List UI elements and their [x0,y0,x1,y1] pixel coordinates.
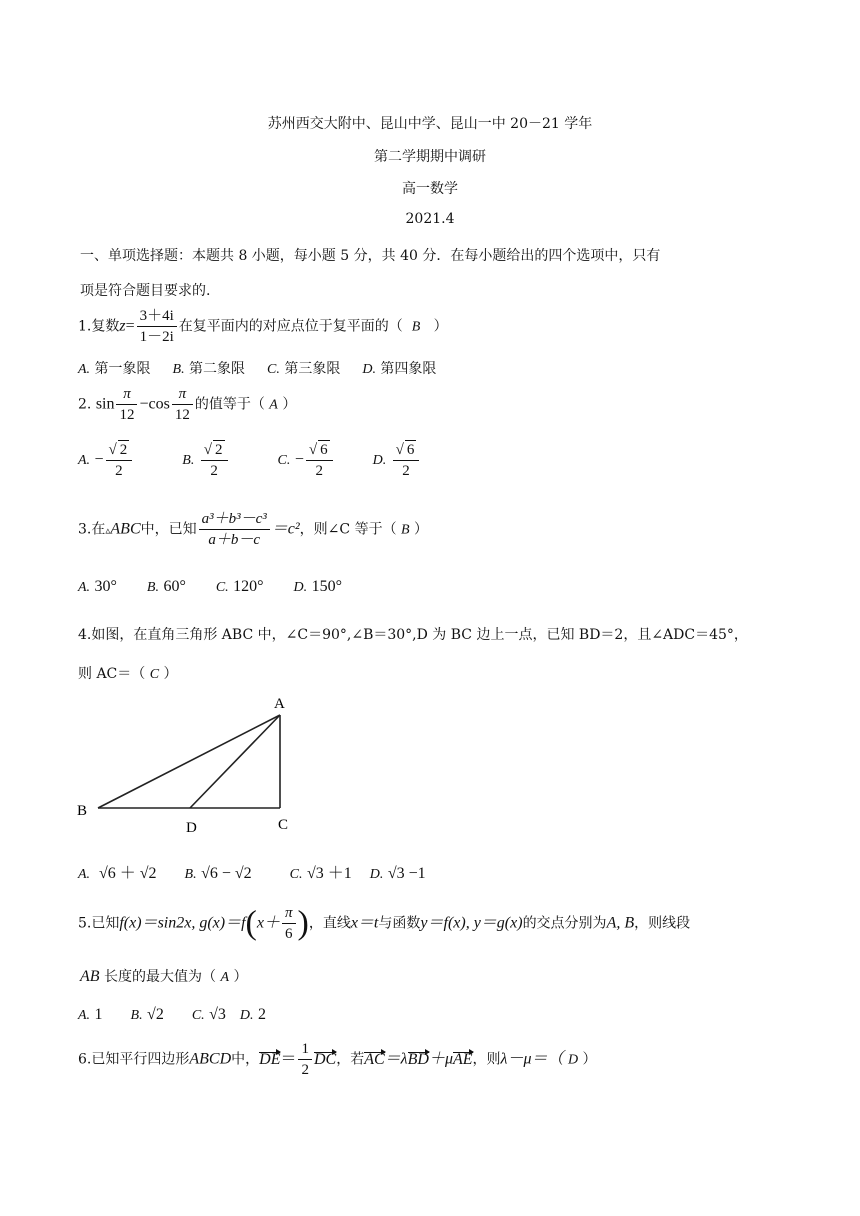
q5-option-c: C. √3 [191,1006,226,1023]
q2-minus: − [139,395,149,413]
q4-option-a: A. √6 ＋ √2 [78,865,157,882]
q3-option-b: B. 60° [146,578,186,595]
q3-fraction: $\frac{\text{a³＋b³－c³}}{a+b-c}$ [199,510,270,549]
vector-ae: AE [452,1050,473,1068]
vector-de: DE [259,1050,281,1068]
segment-ad [190,715,280,808]
q5-answer: A [220,970,230,985]
vector-ac: AC [364,1050,385,1068]
exam-date: 2021.4 [405,211,455,227]
vector-bd: BD [407,1050,429,1068]
question-1-stem [78,307,448,346]
q2-sin: sin [95,395,115,413]
q5-mid3: 的交点分别为 [522,915,607,932]
q1-var: z [119,317,126,335]
q3-close: ） [414,521,429,538]
q5-line-eq: x＝t [350,914,379,932]
q6-abcd: ABCD [189,1050,232,1068]
q6-answer: D [567,1052,579,1068]
q3-answer: B [401,522,410,538]
q5-segment: AB [80,968,100,985]
question-4-stem-line-2 [78,663,178,683]
question-2-options [78,440,443,480]
section-intro-line-2: 项是符合题目要求的. [80,283,211,299]
q2-stem-text: 的值等于（ [194,396,265,413]
q6-close: ） [582,1051,597,1068]
q1-option-b: B. 第二象限 [172,361,246,377]
question-5-options [78,1006,288,1024]
q2-option-d: D. $\frac{√ 6}{2}$ [373,440,422,480]
q5-mid: ，直线 [308,915,351,932]
q2-prefix: 2. [78,396,92,413]
q3-stem-text: ，则∠C 等于（ [299,521,397,538]
title-line-2: 第二学期期中调研 [374,149,486,165]
q3-mid: 中，已知 [140,521,197,538]
question-2-stem [78,385,296,424]
question-5-stem-line-2 [80,966,247,986]
q1-option-d: D. 第四象限 [362,361,437,377]
q4-answer: C [149,667,160,682]
q6-mid: 中， [231,1051,260,1068]
q3-option-a: A. 30° [78,578,117,595]
q1-fraction [137,307,177,346]
q4-option-c: C. √3 ＋1 [289,865,352,882]
q4-option-b: B. √6 − √2 [184,865,252,882]
q2-option-a: A. − $\frac{√ 2}{2}$ [78,440,134,480]
q4-line2-prefix: 则 AC＝（ [78,666,146,682]
q3-prefix: 3.在 [78,521,106,538]
q1-numerator: 3＋4i [137,307,177,327]
q5-points: A, B [606,914,635,932]
triangle-symbol: ▵ [105,525,111,537]
q1-prefix: 1.复数 [78,318,120,335]
q2-answer: A [269,397,278,413]
q6-then: ，则 [472,1051,501,1068]
vertex-label-b: B [77,803,88,819]
q6-lambda-mu: λ－μ＝（ [500,1050,564,1068]
question-6-stem: 6.已知平行四边形ABCD中，DE＝ $\frac{1}{2}$ DC，若AC＝λBD＋μAE，则λ－μ＝（ D ） [78,1041,597,1078]
vertex-label-c: C [278,817,289,833]
q6-if: ，若 [336,1051,365,1068]
q5-funcs: y＝f(x), y＝g(x) [420,914,523,932]
q4-close: ） [163,666,178,682]
section-intro-line-1: 一、单项选择题：本题共 8 小题，每小题 5 分，共 40 分．在每小题给出的四个选项中，只有 [80,248,661,264]
q6-fraction: $\frac{1}{2}$ [298,1040,312,1079]
q5-mid2: 与函数 [378,915,421,932]
q3-abc: ABC [110,520,141,538]
q3-option-c: C. 120° [215,578,264,595]
q5-option-d: D. 2 [239,1006,266,1023]
q6-prefix: 6.已知平行四边形 [78,1051,190,1068]
q5-prefix: 5.已知 [78,915,120,932]
q2-option-c: C. − $\frac{√ 6}{2}$ [278,440,335,480]
vertex-label-a: A [274,696,285,712]
q1-option-c: C. 第三象限 [267,361,341,377]
vector-dc: DC [313,1050,337,1068]
question-3-stem [78,510,428,549]
q2-close: ） [282,396,297,413]
q3-rhs: ＝c² [271,520,300,538]
q3-option-d: D. 150° [293,578,343,595]
triangle-figure [70,690,310,840]
q1-eq: = [125,317,135,335]
title-line-1: 苏州西交大附中、昆山中学、昆山一中 20－21 学年 [267,116,593,132]
q5-line2-text: 长度的最大值为（ [104,969,216,985]
q1-answer: B [411,319,421,335]
q5-fraction: $\frac{\pi}{6}$ [282,904,296,943]
q1-stem-text: 在复平面内的对应点位于复平面的（ [178,318,403,335]
q1-denominator: 1－2i [139,329,174,345]
q4-option-d: D. √3 −1 [369,865,426,882]
q1-option-a: A. 第一象限 [78,361,151,377]
q2-fraction-1: $\frac{\pi}{12}$ [116,385,137,424]
subject-title: 高一数学 [402,181,458,197]
q1-close: ） [433,318,448,335]
question-5-stem: 5.已知f(x)＝sin2x, g(x)＝f(x＋ $\frac{\pi}{6}$ )，直线x＝t与函数y＝f(x), y＝g(x)的交点分别为A, B，则线段 [78,904,691,942]
q5-close: ） [233,969,248,985]
q2-option-b: B. $\frac{√ 2}{2}$ [182,440,229,480]
segment-ab [98,715,280,808]
q2-cos: cos [148,395,170,413]
question-4-stem-line-1: 4.如图，在直角三角形 ABC 中，∠C＝90°,∠B＝30°,D 为 BC 边上一点，已知 BD＝2，且∠ADC＝45°， [78,627,748,643]
q5-option-a: A. 1 [78,1006,103,1023]
q5-option-b: B. √2 [130,1006,164,1023]
q2-fraction-2: $\frac{\pi}{12}$ [172,385,193,424]
question-1-options [78,358,458,378]
question-4-options [78,860,448,883]
q5-inner: x＋ [256,914,280,932]
q5-end: ，则线段 [634,915,691,932]
question-3-options [78,578,364,596]
vertex-label-d: D [186,820,197,836]
q5-expr1: f(x)＝sin2x, g(x)＝f [119,914,246,932]
